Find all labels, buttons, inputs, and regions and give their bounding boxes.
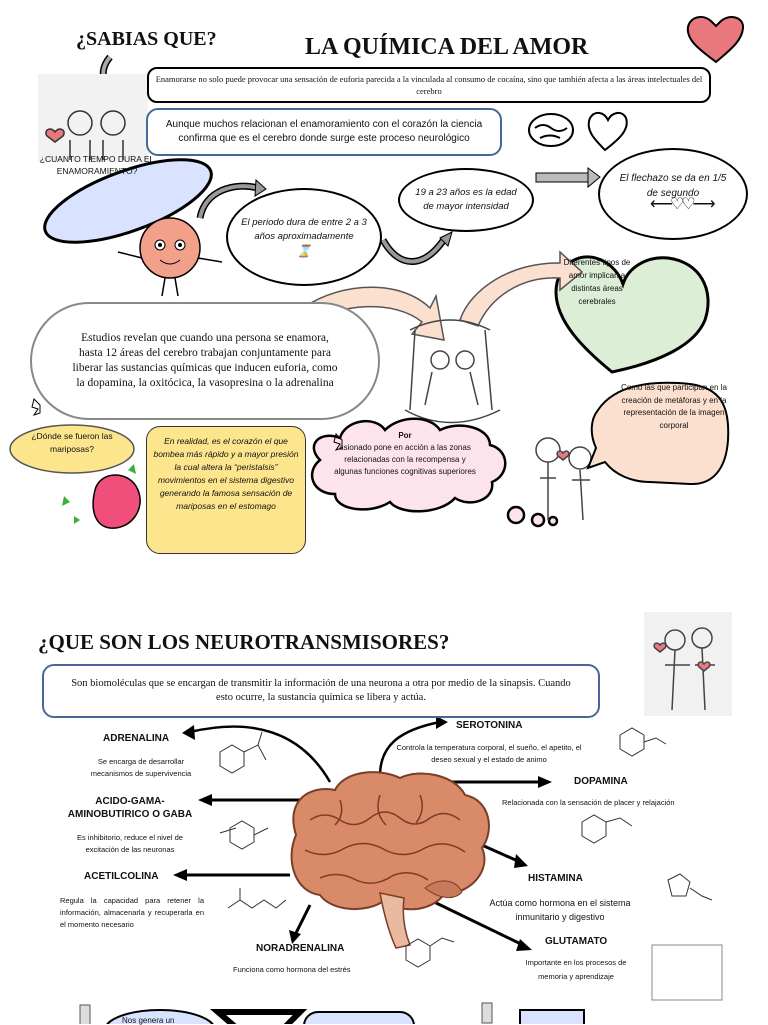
flechazo-text: El flechazo se da en 1/5 de segundo xyxy=(619,173,727,199)
period-text: El periodo dura de entre 2 a 3 años aproximadamente xyxy=(241,217,367,242)
glutamato-desc: Importante en los procesos de memoria y aprendizaje xyxy=(525,958,627,981)
adrenalina-label: ADRENALINA xyxy=(103,733,170,744)
acetilcolina-label: ACETILCOLINA xyxy=(84,871,159,882)
heart-claim-box xyxy=(146,108,502,156)
cloud-line-rest: asionado pone en acción a las zonas relacionadas con la recompensa y algunas funciones cognitivas superiores xyxy=(334,443,476,476)
cloud-line-1: Por xyxy=(398,431,412,440)
definition-text: Son biomoléculas que se encargan de transmitir la información de una neurona a otra por medio de la sinapsis. Cuando esto ocurre, la sustancia química se libera y actúa. xyxy=(71,678,571,703)
histamina-label: HISTAMINA xyxy=(528,873,583,884)
heart-claim-text: Aunque muchos relacionan el enamoramiento con el corazón la ciencia confirma que es el cerebro donde surge este proceso neurológico xyxy=(165,119,483,144)
serotonina-desc: Controla la temperatura corporal, el sueño, el apetito, el deseo sexual y el estado de animo xyxy=(396,743,582,764)
butterflies-answer-box xyxy=(146,426,306,554)
gaba-desc: Es inhibitorio, reduce el nivel de excitación de las neuronas xyxy=(77,833,183,854)
heart-icon xyxy=(688,17,743,62)
hearts-doodle-icon xyxy=(589,113,627,150)
studies-text: Estudios revelan que cuando una persona se enamora, hasta 12 áreas del cerebro trabajan conjuntamente para liberar las sustancias químicas que inducen euforia, como la dopamina, la oxitócica, la vasopresina o la adrenalina xyxy=(72,332,338,389)
intro-box xyxy=(147,67,711,103)
noradrenalina-desc: Funciona como hormona del estrés xyxy=(233,965,351,974)
glutamate-structure-box xyxy=(652,945,722,1000)
period-ellipse xyxy=(226,188,382,286)
couple-illustration-bottom xyxy=(644,612,732,716)
page-title: LA QUÍMICA DEL AMOR xyxy=(305,34,589,60)
love-types-text: Diferentes tipos de amor implican a distintas áreas cerebrales xyxy=(563,258,631,306)
brain-doodle-icon xyxy=(529,114,573,146)
age-text: 19 a 23 años es la edad de mayor intensidad xyxy=(415,187,517,212)
sabias-que-heading: ¿SABIAS QUE? xyxy=(76,28,217,50)
duration-question: ¿CUANTO TIEMPO DURA EL ENAMORAMIENTO? xyxy=(39,154,155,176)
acetilcolina-desc: Regula la capacidad para retener la información, almacenarla y recuperarla en el momento necesario xyxy=(60,896,204,929)
intro-text: Enamorarse no solo puede provocar una sensación de euforia parecida a la vinculada al consumo de cocaína, sino que también afecta a las áreas intelectuales del cerebro xyxy=(155,74,703,96)
studies-box xyxy=(30,302,380,420)
hourglass-icon: ⌛ xyxy=(296,244,312,258)
section-title: ¿QUE SON LOS NEUROTRANSMISORES? xyxy=(38,630,450,654)
butterflies-question: ¿Dónde se fueron las mariposas? xyxy=(31,431,113,454)
adrenalina-desc: Se encarga de desarrollar mecanismos de supervivencia xyxy=(90,757,192,778)
butterfly-icon xyxy=(32,399,40,415)
butterflies-answer-text: En realidad, es el corazón el que bombea más rápido y a mayor presión la cual altera la “peristalsis” movimientos en el sistema digestivo generando la famosa sensación de mariposas en el estomago xyxy=(153,436,299,511)
kids-illustration xyxy=(38,74,148,162)
age-ellipse xyxy=(398,168,534,232)
brain-illustration xyxy=(292,772,489,948)
serotonina-label: SEROTONINA xyxy=(456,720,523,731)
footer-bubble-text: Nos genera un xyxy=(122,1016,175,1025)
dopamina-label: DOPAMINA xyxy=(574,776,628,787)
histamina-desc: Actúa como hormona en el sistema inmunitario y digestivo xyxy=(489,898,631,922)
dopamina-desc: Relacionada con la sensación de placer y relajación xyxy=(502,798,675,807)
glutamato-label: GLUTAMATO xyxy=(545,936,608,947)
cloud-text xyxy=(330,430,480,478)
arrow-hearts-icon: ⟵♡♡⟶ xyxy=(650,196,713,213)
gaba-label: ACIDO-GAMA- AMINOBUTIRICO O GABA xyxy=(67,796,193,820)
kissing-kids-illustration xyxy=(536,438,591,520)
definition-box xyxy=(42,664,600,718)
metaphors-text: Como las que participan en la creación de metáforas y en la representación de la imagen corporal xyxy=(621,383,727,430)
noradrenalina-label: NORADRENALINA xyxy=(256,943,345,954)
